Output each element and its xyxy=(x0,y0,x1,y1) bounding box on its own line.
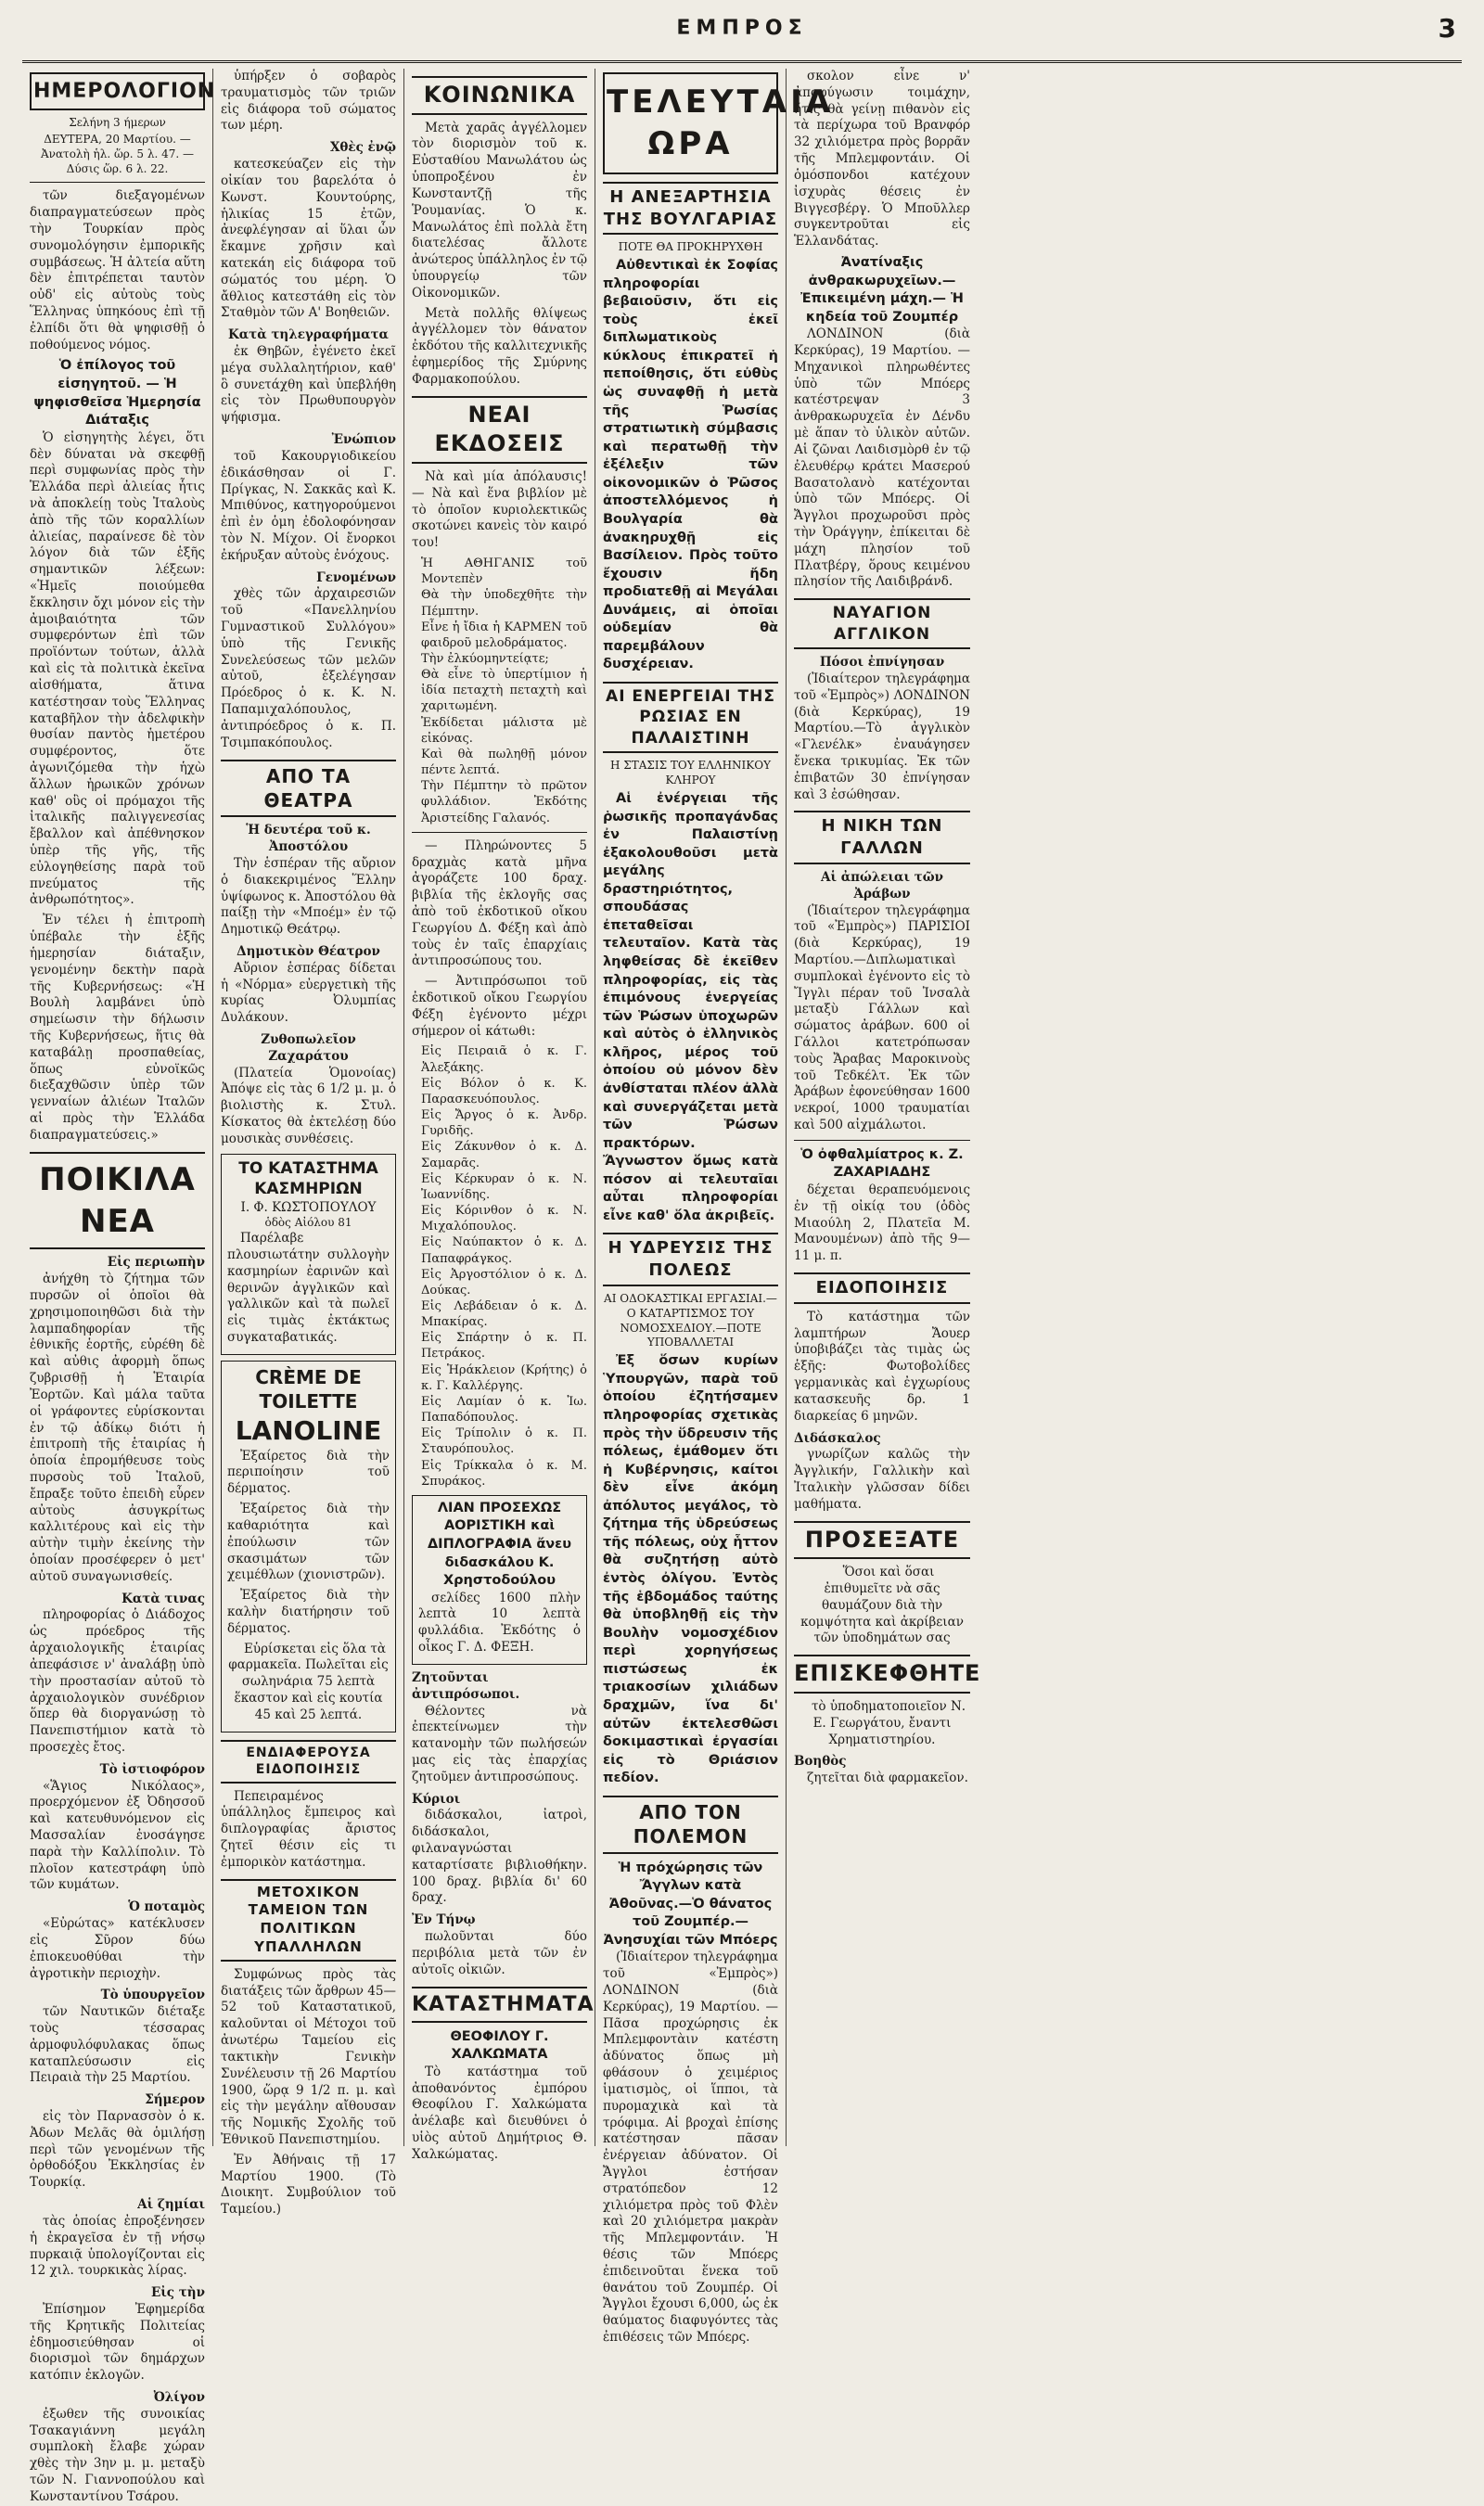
calendar-date: ΔΕΥΤΕΡΑ, 20 Μαρτίου. — Ἀνατολὴ ἡλ. ὥρ. 5 λ. 47. — Δύσις ὥρ. 6 λ. 22. xyxy=(40,132,194,175)
column-3 xyxy=(404,69,595,2162)
divider xyxy=(30,182,205,183)
article-text: τῶν διεξαγομένων διαπραγματεύσεων πρὸς τὴν Τουρκίαν πρὸς συνομολόγησιν ἐμπορικῆς συμβάσεως. Ἡ ἀλτεία αὕτη δὲν ἐπιτρέπεται ταυτὸν οὐδ' εἰς αὐτοὺς τοὺς Ἕλληνας ὑπηκόους ἐπὶ τῇ ἐλπίδι ὅτι θὰ ψηφισθῇ ὁ ποθούμενος νόμος. xyxy=(30,188,205,352)
item-head: Κύριοι xyxy=(412,1791,461,1807)
divider xyxy=(794,1140,970,1141)
column-5 xyxy=(787,69,981,2146)
item-head: Ὁ ποταμὸς xyxy=(128,1899,205,1915)
list-item: Εἰς Ναύπακτον ὁ κ. Δ. Παπαφράγκος. xyxy=(421,1235,587,1266)
item-head: Δημοτικὸν Θέατρον xyxy=(237,943,380,959)
item-text: τοῦ Κακουργιοδικείου ἐδικάσθησαν οἱ Γ. Πρίγκας, Ν. Σακκᾶς καὶ Κ. Μπιθύνος, κατηγορούμενοι ἐπὶ ἐν ὁμη ἐδολοφόνησαν τὸν Ν. Μίχον. Οἱ ἔνορκοι ἐκήρυξαν αὐτοὺς ἐνόχους. xyxy=(221,448,396,563)
article-text: δέχεται θεραπευόμενοις ἐν τῇ οἰκίᾳ του (ὁδὸς Μιαούλη 2, Πλατεῖα Μ. Μανουμένων) ἀπὸ τῆς 9—11 μ. π. xyxy=(794,1183,970,1264)
ad-item: Ἐξαίρετος διὰ τὴν περιποίησιν τοῦ δέρματος. xyxy=(227,1448,390,1497)
section-title: ΚΟΙΝΩΝΙΚΑ xyxy=(412,76,587,115)
section-title: ΚΑΤΑΣΤΗΜΑΤΑ xyxy=(412,1987,587,2023)
item-head: Αἱ ἀπώλειαι τῶν Ἀράβων xyxy=(821,869,943,901)
item-text: Τὴν ἑσπέραν τῆς αὔριον ὁ διακεκριμένος Ἕλλην ὑψίφωνος κ. Ἀποστόλου θὰ παίξῃ τὴν «Μποέμ» ἐν τῷ Δημοτικῷ Θεάτρῳ. xyxy=(221,855,396,938)
item-text: πωλοῦνται δύο περιβόλια μετὰ τῶν ἐν αὐτοῖς οἰκιῶν. xyxy=(412,1929,587,1977)
section-title: ΝΑΥΑΓΙΟΝ ΑΓΓΛΙΚΟΝ xyxy=(794,598,970,649)
article-subhead: ΠΟΤΕ ΘΑ ΠΡΟΚΗΡΥΧΘΗ xyxy=(618,240,763,254)
list-item: Καὶ θὰ πωληθῇ μόνον πέντε λεπτά. xyxy=(421,747,587,778)
list-item: Εἶνε ἡ ἴδια ἡ ΚΑΡΜΕΝ τοῦ φαιδροῦ μελοδράματος. xyxy=(421,620,587,650)
section-title: ΠΡΟΣΕΞΑΤΕ xyxy=(794,1521,970,1560)
article-text: Ἐν τέλει ἡ ἐπιτροπὴ ὑπέβαλε τὴν ἑξῆς ἡμερησίαν διάταξιν, γενομένην δεκτὴν παρὰ τῆς Κυβερνήσεως: «Ἡ Βουλὴ λαμβάνει ὑπὸ σημείωσιν τὴν δήλωσιν τῆς Κυβερνήσεως, ἥτις θὰ καταβάλῃ προσπαθείας, ὅπως εὐνοϊκῶς διεξαχθῶσιν ὑπὲρ τῶν γενναίων ἁλιέων Ἰταλῶν αἱ πρὸς τὴν Ἑλλάδα διαπραγματεύσεις.» xyxy=(30,913,205,1143)
list-item: Εἰς Τρίπολιν ὁ κ. Π. Σταυρόπουλος. xyxy=(421,1426,587,1457)
list-item: Εἰς Λαμίαν ὁ κ. Ἰω. Παπαδόπουλος. xyxy=(421,1394,587,1426)
article-subhead: Η ΣΤΑΣΙΣ ΤΟΥ ΕΛΛΗΝΙΚΟΥ ΚΛΗΡΟΥ xyxy=(609,759,772,787)
list-item: Εἰς Κόρινθον ὁ κ. Ν. Μιχαλόπουλος. xyxy=(421,1204,587,1234)
item-text: Συμφώνως πρὸς τὰς διατάξεις τῶν ἄρθρων 45—52 τοῦ Καταστατικοῦ, καλοῦνται οἱ Μέτοχοι τοῦ ἀνωτέρω Ταμείου εἰς τακτικὴν Γενικὴν Συνέλευσιν τῇ 26 Μαρτίου 1900, ὥρᾳ 9 1/2 π. μ. καὶ εἰς τὴν μεγάλην αἴθουσαν τῆς Νομικῆς Σχολῆς τοῦ Ἐθνικοῦ Πανεπιστημίου. xyxy=(221,1966,396,2147)
article-text: Ὁ εἰσηγητὴς λέγει, ὅτι δὲν δύναται νὰ σκεφθῇ περὶ συμφωνίας πρὸς τὴν Ἑλλάδα περὶ ἀλιείας ἧτις νὰ ἀποκλείῃ τοὺς Ἰταλοὺς ἀπὸ τῆς τῶν κοραλλίων ἀλιείας, παραίνεσε δὲ τὸν λόγον διὰ τῶν ἑξῆς σημαντικῶν λέξεων: «Ἡμεῖς ποιούμεθα ἔκκλησιν ὄχι μόνον εἰς τὴν ἀμοιβαιότητα τῶν συμφερόντων ἐπὶ τῶν προϊόντων τούτων, ἀλλὰ καὶ εἰς τὰ πολιτικὰ ἐκεῖνα αἰσθήματα, ἅτινα κατέστησαν τοὺς Ἕλληνας καταβῆλον τὴν ἀδελφικὴν θυσίαν παντὸς ἡμετέρου συμφέροντος, ὅτε ἀγωνιζόμεθα τὴν ἡχὼ ἄλλων ἡρωικῶν χρόνων καθ' οὓς οἱ πρόμαχοι τῆς ἰταλικῆς παλιγγενεσίας ἔβαλλον καὶ ἀπέθνησκον ὑπὲρ τῆς γῆς, τῆς εὐλογηθείσης παρὰ τοῦ πνεύματος τῆς ἀνθρωπότητος». xyxy=(30,429,205,908)
ad-title: LANOLINE xyxy=(235,1414,382,1446)
item-head: Ζυθοπωλεῖον Ζαχαράτου xyxy=(261,1032,356,1064)
item-text: διδάσκαλοι, ἰατροὶ, διδάσκαλοι, φιλαναγνώσται καταρτίσατε βιβλιοθήκην. 100 δραχ. βιβλία δι' 60 δραχ. xyxy=(412,1808,587,1906)
section-title: ΕΝΔΙΑΦΕΡΟΥΣΑ ΕΙΔΟΠΟΙΗΣΙΣ xyxy=(221,1740,396,1784)
item-text: «Εὐρώτας» κατέκλυσεν εἰς Σῦρον δύω ἐπιοκευοθύθαι τὴν ἀγροτικὴν περιοχὴν. xyxy=(30,1916,205,1981)
item-head: Ἐνώπιον xyxy=(331,432,396,448)
list-item: Θὰ εἶνε τὸ ὑπερτίμιον ἡ ἰδία πεταχτὴ πεταχτὴ καὶ χαριτωμένη. xyxy=(421,668,587,714)
item-text: «Ἅγιος Νικόλαος», προερχόμενον ἐξ Ὀδησσοῦ καὶ κατευθυνόμενον εἰς Μασσαλίαν ἐνοσάγησε παρὰ τὴν Καλλίπολιν. Τὸ πλοῖον κατεστράφη ὑπὸ τῶν κυμάτων. xyxy=(30,1778,205,1893)
section-title: ΤΕΛΕΥΤΑΙΑ ΩΡΑ xyxy=(603,72,778,174)
list-item: Τὴν ἐλκύομηντείᾳτε; xyxy=(421,652,549,667)
article-text: Αἱ ἐνέργειαι τῆς ῥωσικῆς προπαγάνδας ἐν Παλαιστίνῃ ἐξακολουθοῦσι μετὰ μεγάλης δραστηριότητος, σπουδάσας ἐπεταθεῖσαι τελευταῖον. Κατὰ τὰς ληφθείσας δὲ ἐκεῖθεν πληροφορίας, εἰς τὰς ἐπιμόνους ἐνεργείας τῶν Ῥώσων ὑποχωρῶν καὶ αὐτὸς ὁ ἑλληνικὸς κλῆρος, μέρος τοῦ ὁποίου οὐ μόνον δὲν ἀνθίσταται πλέον ἀλλὰ καὶ συνεργάζεται μετὰ τῶν Ῥώσων πρακτόρων. Ἄγνωστον ὅμως κατὰ πόσον αἱ τελευταῖαι αὗται πληροφορίαι εἶνε καθ' ὅλα ἀκριβεῖς. xyxy=(603,790,778,1223)
item-text: τῶν Ναυτικῶν διέταξε τοὺς τέσσαρας ἀρμοφυλόφυλακας ὅπως καταπλεύσωσιν εἰς Πειραιὰ τὴν 25 Μαρτίου. xyxy=(30,2004,205,2086)
item-head: Κατὰ τηλεγραφήματα xyxy=(228,327,389,343)
item-head: Ὁ ὀφθαλμίατρος κ. Ζ. ΖΑΧΑΡΙΑΔΗΣ xyxy=(800,1146,964,1181)
item-text: Ἐπίσημον Ἐφημερίδα τῆς Κρητικῆς Πολιτείας ἐδημοσιεύθησαν οἱ διορισμοὶ τῶν δημάρχων κατόπιν ἐκλογῶν. xyxy=(30,2301,205,2384)
article-text: ζητεῖται διὰ φαρμακεῖον. xyxy=(807,1771,968,1786)
paper-name: ΕΜΠΡΟΣ xyxy=(676,17,808,40)
item-head: Ἐν Τήνῳ xyxy=(412,1912,476,1928)
list-item: Εἰς Βόλον ὁ κ. Κ. Παρασκευόπουλος. xyxy=(421,1076,587,1106)
section-title: ΕΠΙΣΚΕΦΘΗΤΕ xyxy=(794,1655,970,1694)
list-item: Εἰς Ἡράκλειον (Κρήτης) ὁ κ. Γ. Καλλέργης. xyxy=(421,1362,587,1393)
article-text: σκολον εἶνε ν' ἀποφύγωσιν τοιμάχην, ἥτις θὰ γείνῃ πιθανὸν εἰς τὰ περίχωρα τοῦ Βρανφόρ 32 χιλιόμετρα πρὸς βορρᾶν τῆς Μπλεμφοντάιν. Οἱ ὁμόσπονδοι κατέχουν ἰσχυρὰς θέσεις ἐν Βιγγεσβέργ. Ὁ Μποῦλλερ συγκεντροῦται εἰς Ἑλλανδάτας. xyxy=(794,69,970,249)
ad-footer: Εὑρίσκεται εἰς ὅλα τὰ φαρμακεῖα. Πωλεῖται εἰς σωληνάρια 75 λεπτὰ ἕκαστον καὶ εἰς κουτία 45 καὶ 25 λεπτά. xyxy=(228,1641,389,1722)
section-title: ΑΠΟ ΤΟΝ ΠΟΛΕΜΟΝ xyxy=(603,1796,778,1854)
divider xyxy=(412,832,587,833)
ad-item: Ἐξαίρετος διὰ τὴν καθαριότητα καὶ ἐπούλωσιν τῶν σκασιμάτων τῶν χειμέθλων (χιονιστρῶν). xyxy=(227,1502,390,1583)
item-head: Εἰς τὴν xyxy=(150,2285,205,2301)
article-subhead: Ἡ πρόχώρησις τῶν Ἄγγλων κατὰ Ἀθοῦνας.—Ὁ θάνατος τοῦ Ζουμπέρ.—Ἀνησυχίαι τῶν Μπόερς xyxy=(603,1860,778,1948)
item-text: — Πληρώνοντες 5 δραχμὰς κατὰ μῆνα ἀγοράζετε 100 δραχ. βιβλία τῆς ἐκλογῆς σας ἀπὸ τοῦ ἐκδοτικοῦ οἴκου Γεωργίου Δ. Φέξη καὶ ἀπὸ τοὺς ἐν ταῖς ἐπαρχίαις ἀντιπροσώπους του. xyxy=(412,837,587,969)
calendar-moon: Σελήνη 3 ήμερων xyxy=(69,116,166,130)
article-text: Ὅσοι καὶ ὅσαι ἐπιθυμεῖτε νὰ σᾶς θαυμάζουν διὰ τὴν κομψότητα καὶ ἀκρίβειαν τῶν ὑποδημάτων σας xyxy=(800,1565,964,1646)
ad-text: σελίδες 1600 πλὴν λεπτὰ 10 λεπτὰ φυλλάδια. Ἐκδότης ὁ οἶκος Γ. Δ. ΦΕΞΗ. xyxy=(418,1590,581,1656)
column-1 xyxy=(22,69,216,2504)
item-head: Γενομένων xyxy=(316,569,396,585)
list-item: Εἰς Ζάκυνθον ὁ κ. Δ. Σαμαρᾶς. xyxy=(421,1140,587,1170)
item-text: ἀνήχθη τὸ ζήτημα τῶν πυρσῶν οἱ ὁποῖοι θὰ χρησιμοποιηθῶσι διὰ τὴν λαμπαδηφορίαν τῆς ἐθνικῆς ἑορτῆς, εὑρέθη δὲ καὶ αὐθις ἀφορμὴ ὅπως ζυβρισθῇ ἡ Ἑταιρία Ἐορτῶν. Καὶ μάλα ταῦτα οἱ γράφοντες εὑρίσκονται ἐν τῷ ἀδίκῳ διότι ἡ ἐπιτροπὴ τῆς ἑταιρίας ἡ ὁποία ἐπρομήθευσε τοὺς πυρσοὺς τοῦ Ἰταλοῦ, ἔπραξε τοῦτο ἐπειδὴ εὗρεν αὐτοὺς ἀσυγκρίτως καλλιτέρους καὶ εἰς τὴν αὐτὴν τιμὴν ἐκείνης τὴν ὁποίαν προσέφερεν ὁ μετ' αὐτοῦ συναγωνισθείς. xyxy=(30,1272,205,1584)
item-text: κατεσκεύαζεν εἰς τὴν οἰκίαν του βαρελότα ὁ Κωνστ. Κουντούρης, ἡλικίας 15 ἐτῶν, ἀνεφλέγησαν αἱ ὕλαι ὧν ἔκαμνε χρῆσιν καὶ κατεκάη εἰς διάφορα τοῦ σώματός του μέρη. Ὁ ἄθλιος κατεστάθη εἰς τὸν Σταθμὸν τῶν Α' Βοηθειῶν. xyxy=(221,157,396,321)
ad-title: ΤΟ ΚΑΤΑΣΤΗΜΑ ΚΑΣΜΗΡΙΩΝ xyxy=(238,1158,378,1199)
item-head: Κατὰ τινας xyxy=(122,1591,205,1606)
item-head: Βοηθὸς xyxy=(794,1754,847,1770)
item-text: Τὸ κατάστημα τοῦ ἀποθανόντος ἐμπόρου Θεοφίλου Γ. Χαλκώματα ἀνέλαβε καὶ διευθύνει ὁ υἱὸς αὐτοῦ Δημήτριος Θ. Χαλκώματας. xyxy=(412,2064,587,2162)
section-title: Η ΥΔΡΕΥΣΙΣ ΤΗΣ ΠΟΛΕΩΣ xyxy=(603,1233,778,1286)
item-head: Τὸ ἰστιοφόρον xyxy=(99,1761,205,1777)
section-title: ΑΙ ΕΝΕΡΓΕΙΑΙ ΤΗΣ ΡΩΣΙΑΣ ΕΝ ΠΑΛΑΙΣΤΙΝΗ xyxy=(603,682,778,753)
item-text: χθὲς τῶν ἀρχαιρεσιῶν τοῦ «Πανελληνίου Γυμναστικοῦ Συλλόγου» ὑπὸ τῆς Γενικῆς Συνελεύσεως τῶν μελῶν αὐτοῦ, ἐξελέγησαν Πρόεδρος ὁ κ. Κ. Ν. Παπαμιχαλόπουλος, ἀντιπρόεδρος ὁ κ. Π. Τσιμπακόπουλος. xyxy=(221,586,396,750)
ad-book xyxy=(412,1495,587,1665)
item-head: Τὸ ὑπουργεῖον xyxy=(100,1988,205,2003)
section-title: Η ΑΝΕΞΑΡΤΗΣΙΑ ΤΗΣ ΒΟΥΛΓΑΡΙΑΣ xyxy=(603,182,778,236)
item-text: εἰς τὸν Παρνασσὸν ὁ κ. Ἀδων Μελᾶς θὰ ὁμιλήσῃ περὶ τῶν γενομένων τῆς ὀρθοδόξου Ἐκκλησίας ἐν Τουρκίᾳ. xyxy=(30,2109,205,2191)
list-item: Εἰς Πειραιᾶ ὁ κ. Γ. Ἀλεξάκης. xyxy=(421,1044,587,1075)
article-text: τὸ ὑποδηματοποιεῖον Ν. Ε. Γεωργάτου, ἔναντι Χρηματιστηρίου. xyxy=(811,1698,966,1747)
ad-kasmiria xyxy=(221,1154,396,1355)
article-text: Τὸ κατάστημα τῶν λαμπτήρων Ἄουερ ὑποβιβάζει τὰς τιμὰς ὡς ἑξῆς: Φωτοβολίδες γερμανικὰς καὶ ἐγχωρίους κατασκευῆς δρ. 1 διαρκείας 6 μηνῶν. xyxy=(794,1309,970,1424)
section-title: ΜΕΤΟΧΙΚΟΝ ΤΑΜΕΙΟΝ ΤΩΝ ΠΟΛΙΤΙΚΩΝ ΥΠΑΛΛΗΛΩΝ xyxy=(221,1879,396,1962)
article-text: (Ἰδιαίτερον τηλεγράφημα τοῦ «Ἐμπρὸς») ΠΑΡΙΣΙΟΙ (διὰ Κερκύρας), 19 Μαρτίου.—Διπλωματικαὶ συμπλοκαὶ ἐγένοντο εἰς τὸ Ἴγγλι πέραν τοῦ Ἰνσαλὰ μεταξὺ Γάλλων καὶ σώματος ἀράβων. 600 οἱ Γάλλοι κατετρόπωσαν τοὺς Ἄραβας Μαροκινοὺς τοῦ Τεδκέλτ. Ἐκ τῶν Ἀράβων ἐφονεύθησαν 1600 νεκροί, 1000 τραυματίαι καὶ 500 αἰχμάλωτοι. xyxy=(794,902,970,1133)
item-head: Ἡ δευτέρα τοῦ κ. Ἀποστόλου xyxy=(246,823,371,855)
article-text: γνωρίζων καλῶς τὴν Ἀγγλικήν, Γαλλικὴν καὶ Ἰταλικὴν γλῶσσαν δίδει μαθήματα. xyxy=(794,1447,970,1512)
section-title: ΕΙΔΟΠΟΙΗΣΙΣ xyxy=(794,1272,970,1304)
article-text: Ἐξ ὅσων κυρίων Ὑπουργῶν, παρὰ τοῦ ὁποίου ἐζητήσαμεν πληροφορίας σχετικὰς πρὸς τὴν ὕδρευσιν τῆς πόλεως, ἐμάθομεν ὅτι ἡ Κυβέρνησις, καίτοι δὲν εἶνε ἀκόμη ἀπόλυτος μεγάλος, τὸ ζήτημα τῆς ὑδρεύσεως τῆς πόλεως, οὐχ ἧττον θὰ συζητήσῃ αὐτὸ ἐντὸς ὀλίγου. Ἐντὸς τῆς ἑβδομάδος ταύτης θὰ ὑποβληθῇ εἰς τὴν Βουλὴν νομοσχέδιον περὶ χορηγήσεως πιστώσεως ἐκ τριακοσίων χιλιάδων δραχμῶν, ἵνα δι' αὐτῶν ἐκτελεσθῶσι δοκιμαστικαὶ ἐργασίαι εἰς τὸ Θριάσιον πεδίον. xyxy=(603,1353,778,1786)
list-item: Τὴν Πέμπτην τὸ πρῶτον φυλλάδιον. Ἐκδότης Ἀριστείδης Γαλανός. xyxy=(421,779,587,825)
item-head: Διδάσκαλος xyxy=(794,1430,881,1446)
list-item: Εἰς Ἄργος ὁ κ. Ἀνδρ. Γυριδῆς. xyxy=(421,1108,587,1139)
ad-title: ΛΙΑΝ ΠΡΟΣΕΧΩΣ ΑΟΡΙΣΤΙΚΗ καὶ ΔΙΠΛΟΓΡΑΦΙΑ ἄνευ διδασκάλου Κ. Χρηστοδούλου xyxy=(427,1500,572,1589)
section-title: ΝΕΑΙ ΕΚΔΟΣΕΙΣ xyxy=(412,396,587,464)
item-text: (Πλατεία Ὁμονοίας) Ἀπόψε εἰς τὰς 6 1/2 μ. μ. ὁ βιολιστὴς κ. Στυλ. Κίσκατος θὰ ἐκτελέσῃ δύο μουσικὰς συνθέσεις. xyxy=(221,1065,396,1146)
item-text: ἐκ Θηβῶν, ἐγένετο ἐκεῖ μέγα συλλαλητήριον, καθ' ὃ συνετάχθη καὶ ὑπεβλήθη εἰς τὸν Πρωθυπουργὸν ψήφισμα. xyxy=(221,344,396,426)
newspaper-page xyxy=(22,13,1462,2504)
article-text: (Ἰδιαίτερον τηλεγράφημα τοῦ «Ἐμπρὸς») ΛΟΝΔΙΝΟΝ (διὰ Κερκύρας), 19 Μαρτίου. — Πᾶσα προχώρησις ἐκ Μπλεμφοντὰιν κατέστη ἀδύνατος ὅπως μὴ φθάσουν ὁ χειμέριος ἱματισμὸς, οἱ ἵπποι, τὰ πυρομαχικὰ καὶ τὰ τρόφιμα. Αἱ βροχαὶ ἐπίσης κατέστησαν πᾶσαν ἐνέργειαν ἀδύνατον. Οἱ Ἄγγλοι ἐστήσαν στρατόπεδον 12 χιλιόμετρα πρὸς τοῦ Φλὲν καὶ 20 χιλιόμετρα μακρὰν τῆς Μπλεμφοντάιν. Ἡ θέσις τῶν Μπόερς ἐπιδεινοῦται ἕνεκα τοῦ θανάτου τοῦ Ζουμπέρ. Οἱ Ἄγγλοι ἔχουσι 6,000, ὡς ἐκ θαύματος διαφυγόντες τὰς ἐπιθέσεις τῶν Μπόερς. xyxy=(603,1950,778,2346)
ad-text: Παρέλαβε πλουσιωτάτην συλλογὴν κασμηρίων ἐαρινῶν καὶ θερινῶν ἀγγλικῶν καὶ γαλλικῶν καὶ τὰ πωλεῖ εἰς τιμὰς ἐκτάκτως συγκαταβατικάς. xyxy=(227,1231,390,1346)
list-item: Ἡ ΑΘΗΓΑΝΙΣ τοῦ Μοντεπὲν xyxy=(421,556,587,587)
item-text: ὑπήρξεν ὁ σοβαρὸς τραυματισμὸς τῶν τριῶν εἰς διάφορα τοῦ σώματος των μέρη. xyxy=(221,69,396,134)
item-text: Ἐν Ἀθήναις τῇ 17 Μαρτίου 1900. (Τὸ Διοικητ. Συμβούλιον τοῦ Ταμείου.) xyxy=(221,2152,396,2218)
item-head: Χθὲς ἐνῷ xyxy=(329,140,396,156)
item-head: Αἱ ζημίαι xyxy=(137,2197,205,2213)
article-subhead: Ὁ ἐπίλογος τοῦ εἰσηγητοῦ. — Ἡ ψηφισθεῖσα Ἡμερησία Διάταξις xyxy=(33,358,201,428)
item-text: Νὰ καὶ μία ἀπόλαυσις! — Νὰ καὶ ἕνα βιβλίον μὲ τὸ ὁποῖον κυριολεκτικῶς σκοτώνει κανεὶς τὸν καιρό του! xyxy=(412,469,587,551)
article-text: Αὐθεντικαὶ ἐκ Σοφίας πληροφορίαι βεβαιοῦσιν, ὅτι εἰς τοὺς ἐκεῖ διπλωματικοὺς κύκλους ἐπικρατεῖ ἡ πεποίθησις, ὅτι εὐθὺς ὡς συναφθῇ ἡ μετὰ τῆς Ῥωσίας στρατιωτικὴ σύμβασις καὶ περατωθῇ τὴν ἐξέλεξιν τῶν οἰκονομικῶν ὁ Ῥῶσος ἀποστελλόμενος ἡ Βουλγαρία θὰ ἀνακηρυχθῇ εἰς Βασίλειον. Πρὸς τοῦτο ἔχουσιν ἤδη προδιατεθῇ αἱ Μεγάλαι Δυνάμεις, αἱ ὁποῖαι οὐδεμίαν θὰ παρεμβάλουν δυσχέρειαν. xyxy=(603,258,778,672)
section-title: ΑΠΟ ΤΑ ΘΕΑΤΡΑ xyxy=(221,760,396,818)
masthead xyxy=(22,13,1462,63)
section-title: ΠΟΙΚΙΛΑ ΝΕΑ xyxy=(30,1152,205,1250)
ad-owner: Ι. Φ. ΚΩΣΤΟΠΟΥΛΟΥ xyxy=(240,1199,377,1215)
item-text: Πεπειραμένος ὑπάλληλος ἔμπειρος καὶ διπλογραφίας ἄριστος ζητεῖ θέσιν εἰς τι ἐμπορικὸν κατάστημα. xyxy=(221,1788,396,1870)
item-text: Μετὰ χαρᾶς ἀγγέλλομεν τὸν διορισμὸν τοῦ κ. Εὐσταθίου Μανωλάτου ὡς ὑποπροξένου ἐν Κωνσταντζῇ τῆς Ῥουμανίας. Ὁ κ. Μανωλάτος ἐπὶ πολλὰ ἔτη διατελέσας ἄλλοτε ἀνώτερος ὑπάλληλος ἐν τῷ ὑπουργείῳ τῶν Οἰκονομικῶν. xyxy=(412,120,587,300)
list-item: Ἐκδίδεται μάλιστα μὲ εἰκόνας. xyxy=(421,715,587,746)
item-text: Θέλοντες νὰ ἐπεκτείνωμεν τὴν κατανομὴν τῶν πωλήσεών μας εἰς τὰς ἐπαρχίας ζητοῦμεν ἀντιπροσώπους. xyxy=(412,1703,587,1784)
ad-address: ὁδὸς Αἰόλου 81 xyxy=(264,1216,352,1230)
ad-title: CRÈME DE TOILETTE xyxy=(255,1365,362,1413)
calendar-title: ΗΜΕΡΟΛΟΓΙΟΝ xyxy=(30,72,205,110)
list-item: Εἰς Τρίκκαλα ὁ κ. Μ. Σπυράκος. xyxy=(421,1458,587,1489)
item-text: Αὔριον ἑσπέρας δίδεται ἡ «Νόρμα» εὐεργετικὴ τῆς κυρίας Ὀλυμπίας Δυλάκουν. xyxy=(221,960,396,1026)
column-2 xyxy=(213,69,404,2218)
item-head: Εἰς περιωπὴν xyxy=(107,1255,205,1271)
item-text: ἐξωθεν τῆς συνοικίας Τσακαγιάννη μεγάλη συμπλοκὴ ἔλαβε χώραν χθὲς τὴν 3ην μ. μ. μεταξὺ τῶν Ν. Γιαννοπούλου καὶ Κωνσταντίνου Τσάρου. xyxy=(30,2406,205,2504)
article-subhead: ΑΙ ΟΔΟΚΑΣΤΙΚΑΙ ΕΡΓΑΣΙΑΙ.—Ο ΚΑΤΑΡΤΙΣΜΟΣ ΤΟΥ ΝΟΜΟΣΧΕΔΙΟΥ.—ΠΟΤΕ ΥΠΟΒΑΛΛΕΤΑΙ xyxy=(604,1291,777,1349)
item-head: Ὀλίγον xyxy=(153,2390,205,2406)
item-head: Πόσοι ἐπνίγησαν xyxy=(819,655,945,671)
article-text: ΛΟΝΔΙΝΟΝ (διὰ Κερκύρας), 19 Μαρτίου. — Μηχανικοὶ πληρωθέντες ὑπὸ τῶν Μπόερς κατέστρεψαν 3 ἀνθρακωρυχεῖα ἐν Δένδυ μὲ ἅπαν τὸ ὑλικὸν αὐτῶν. Αἱ ζῶναι Λαιδισμὸρθ ἐν τῷ ἐλευθέρῳ κράτει Μασερού Βασατολανὸ κατέχονται ὑπὸ τῶν Μπόερς. Οἱ Ἄγγλοι προχωροῦσι πρὸς τὴν Ὀράγγην, ἐπίκειται δὲ μάχη πλησίον τοῦ Πλατβέργ, ὅρους κειμένου πλησίον τῆς Λαιδιβράνδ. xyxy=(794,326,970,590)
list-item: Εἰς Σπάρτην ὁ κ. Π. Πετράκος. xyxy=(421,1331,587,1362)
ad-item: Ἐξαίρετος διὰ τὴν καλὴν διατήρησιν τοῦ δέρματος. xyxy=(227,1588,390,1636)
list-item: Εἰς Κέρκυραν ὁ κ. Ν. Ἰωαννίδης. xyxy=(421,1171,587,1202)
item-head: Ζητοῦνται ἀντιπρόσωποι. xyxy=(412,1669,520,1702)
list-item: Θὰ τὴν ὑποδεχθῆτε τὴν Πέμπτην. xyxy=(421,588,587,619)
item-head: Σήμερον xyxy=(145,2092,205,2108)
item-text: Μετὰ πολλῆς θλίψεως ἀγγέλλομεν τὸν θάνατον ἐκδότου τῆς καλλιτεχνικῆς ἐφημερίδος τῆς Σμύρνης Φαρμακοπούλου. xyxy=(412,305,587,387)
article-text: (Ἰδιαίτερον τηλεγράφημα τοῦ «Ἐμπρὸς») ΛΟΝΔΙΝΟΝ (διὰ Κερκύρας), 19 Μαρτίου.—Τὸ ἀγγλικὸν «Γλενέλκ» ἐναυάγησεν ἔνεκα τρικυμίας. Ἐκ τῶν ἐπιβατῶν 30 ἐπνίγησαν καὶ 3 ἐσώθησαν. xyxy=(794,671,970,802)
list-item: Εἰς Λεβάδειαν ὁ κ. Δ. Μπακίρας. xyxy=(421,1298,587,1330)
ad-lanoline xyxy=(221,1361,396,1732)
item-text: πληροφορίας ὁ Διάδοχος ὡς πρόεδρος τῆς ἀρχαιολογικῆς ἑταιρίας ἀπεφάσισε ν' ἀναλάβῃ ὑπὸ τὴν προστασίαν αὐτοῦ τὸ ἀρχαιολογικὸν συνέδριον ὅπερ θὰ διοργανώσῃ τὸ Πανεπιστήμιον κατὰ τὸ προσεχὲς ἔτος. xyxy=(30,1607,205,1755)
section-title: Η ΝΙΚΗ ΤΩΝ ΓΑΛΛΩΝ xyxy=(794,811,970,864)
item-text: — Ἀντιπρόσωποι τοῦ ἐκδοτικοῦ οἴκου Γεωργίου Φέξη ἐγένοντο μέχρι σήμερον οἱ κάτωθι: xyxy=(412,974,587,1039)
item-text: τὰς ὁποίας ἐπροξένησεν ἡ ἐκραγεῖσα ἐν τῇ νήσῳ πυρκαιᾷ ὑπολογίζονται εἰς 12 χιλ. τουρκικὰς λίρας. xyxy=(30,2213,205,2279)
article-subhead: Ἀνατίναξις ἀνθρακωρυχεῖων.— Ἐπικειμένη μάχη.— Ἡ κηδεία τοῦ Ζουμπέρ xyxy=(800,254,964,325)
article-subhead: ΘΕΟΦΙΛΟΥ Γ. ΧΑΛΚΩΜΑΤΑ xyxy=(450,2028,549,2063)
page-number: 3 xyxy=(1438,13,1456,44)
columns xyxy=(22,69,1462,2504)
list-item: Εἰς Ἀργοστόλιον ὁ κ. Δ. Δούκας. xyxy=(421,1267,587,1298)
